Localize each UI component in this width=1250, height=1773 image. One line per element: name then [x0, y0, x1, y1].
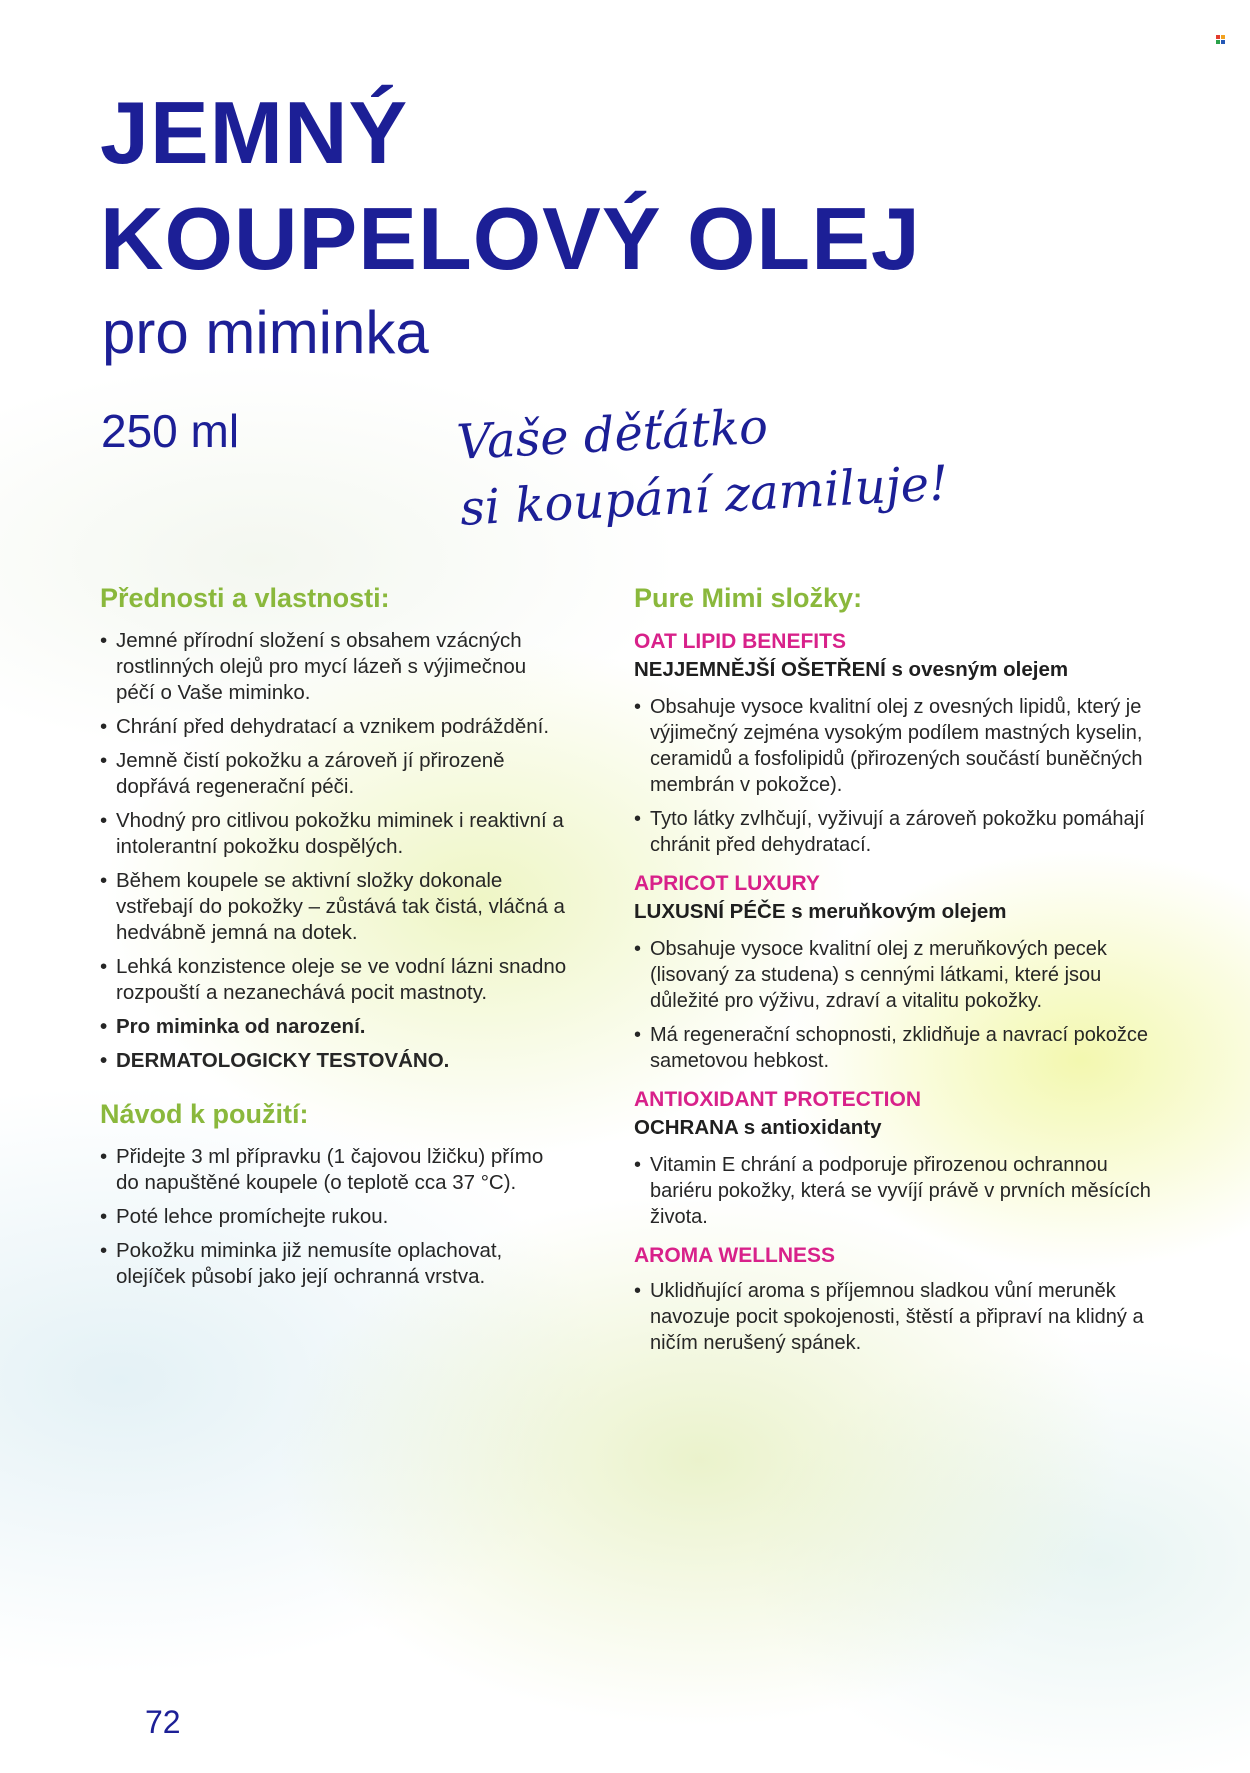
ingredient-label: APRICOT LUXURY: [634, 872, 820, 895]
product-volume: 250 ml: [101, 405, 240, 457]
list-item: • Uklidňující aroma s příjemnou sladkou vůní meruněk navozuje pocit spokojenosti, štěstí a připraví na klidný a ničím nerušený spánek.: [634, 1278, 1174, 1356]
usage-list: [100, 1144, 570, 1290]
page-title: [100, 80, 921, 292]
ingredient-subtitle: OCHRANA s antioxidanty: [634, 1116, 882, 1139]
ingredient-block-oat: [634, 628, 1174, 858]
list-item: • Pro miminka od narození.: [100, 1014, 570, 1040]
list-item: • Jemné přírodní složení s obsahem vzácných rostlinných olejů pro mycí lázeň s výjimečnou péčí o Vaše miminko.: [100, 628, 570, 706]
ingredient-label: AROMA WELLNESS: [634, 1244, 836, 1267]
ingredient-label: OAT LIPID BENEFITS: [634, 630, 846, 653]
properties-heading: Přednosti a vlastnosti:: [100, 583, 390, 613]
properties-list: [100, 628, 570, 1074]
list-item: • Chrání před dehydratací a vznikem podráždění.: [100, 714, 570, 740]
ingredient-block-apricot: [634, 870, 1174, 1074]
list-item: • Obsahuje vysoce kvalitní olej z meruňkových pecek (lisovaný za studena) s cennými látkami, které jsou důležité pro výživu, zdraví a vitalitu pokožky.: [634, 936, 1174, 1014]
handwritten-tagline: [455, 384, 950, 541]
ingredient-block-antioxidant: [634, 1086, 1174, 1230]
list-item: • Poté lehce promíchejte rukou.: [100, 1204, 570, 1230]
usage-heading: Návod k použití:: [100, 1099, 309, 1129]
list-item: • Pokožku miminka již nemusíte oplachovat, olejíček působí jako její ochranná vrstva.: [100, 1238, 570, 1290]
list-item: • Má regenerační schopnosti, zklidňuje a navrací pokožce sametovou hebkost.: [634, 1022, 1174, 1074]
title-line-1: JEMNÝ: [100, 83, 409, 182]
ingredients-heading: Pure Mimi složky:: [634, 583, 863, 613]
brand-logo-icon: [1216, 35, 1225, 44]
ingredient-subtitle: LUXUSNÍ PÉČE s meruňkovým olejem: [634, 900, 1007, 923]
ingredient-block-aroma: [634, 1242, 1174, 1356]
ingredient-label: ANTIOXIDANT PROTECTION: [634, 1088, 921, 1111]
title-line-2: KOUPELOVÝ OLEJ: [100, 189, 921, 288]
list-item: • Tyto látky zvlhčují, vyživují a zároveň pokožku pomáhají chránit před dehydratací.: [634, 806, 1174, 858]
left-column: [100, 580, 570, 1298]
list-item: • Lehká konzistence oleje se ve vodní lázni snadno rozpouští a nezanechává pocit mastnoty.: [100, 954, 570, 1006]
list-item: • Obsahuje vysoce kvalitní olej z ovesných lipidů, který je výjimečný zejména vysokým podílem mastných kyselin, ceramidů a fosfolipidů (přirozených součástí buněčných membrán v pokožce).: [634, 694, 1174, 798]
list-item: • DERMATOLOGICKY TESTOVÁNO.: [100, 1048, 570, 1074]
list-item: • Vhodný pro citlivou pokožku miminek i reaktivní a intolerantní pokožku dospělých.: [100, 808, 570, 860]
list-item: • Přidejte 3 ml přípravku (1 čajovou lžičku) přímo do napuštěné koupele (o teplotě cca 37 °C).: [100, 1144, 570, 1196]
tagline-line-2: si koupání zamiluje!: [458, 455, 950, 537]
list-item: • Jemně čistí pokožku a zároveň jí přirozeně dopřává regenerační péči.: [100, 748, 570, 800]
ingredient-subtitle: NEJJEMNĚJŠÍ OŠETŘENÍ s ovesným olejem: [634, 658, 1069, 681]
right-column: [634, 580, 1174, 1368]
page-number: 72: [145, 1704, 181, 1740]
page-subtitle: pro miminka: [102, 299, 429, 366]
list-item: • Vitamin E chrání a podporuje přirozenou ochrannou bariéru pokožky, která se vyvíjí právě v prvních měsících života.: [634, 1152, 1174, 1230]
list-item: • Během koupele se aktivní složky dokonale vstřebají do pokožky – zůstává tak čistá, vláčná a hedvábně jemná na dotek.: [100, 868, 570, 946]
tagline-line-1: Vaše děťátko: [455, 398, 770, 471]
